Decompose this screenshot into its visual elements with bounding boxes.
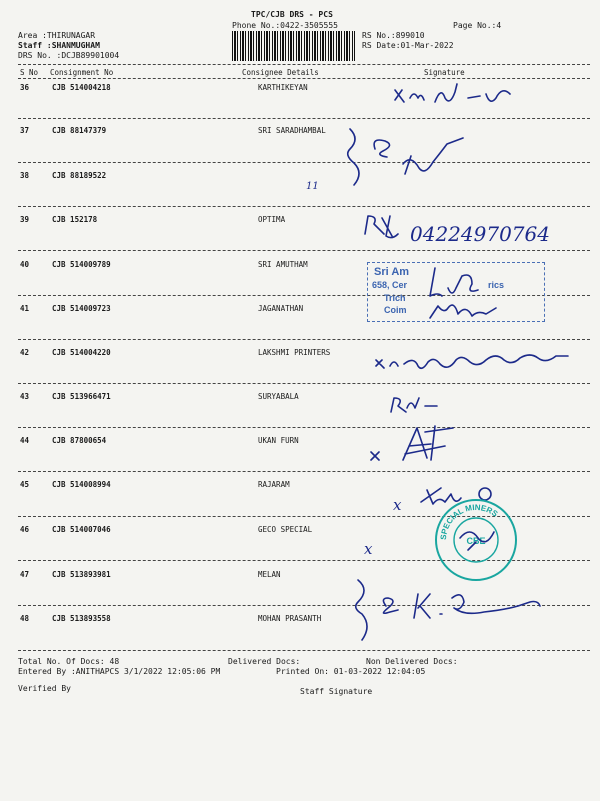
row-consignment: CJB 514009723 bbox=[52, 304, 111, 313]
handwritten-phone: 04224970764 bbox=[410, 222, 550, 246]
row-sno: 40 bbox=[20, 260, 30, 269]
header-divider bbox=[18, 64, 590, 65]
row-consignee: MELAN bbox=[258, 570, 281, 579]
signature-39 bbox=[360, 212, 410, 242]
row-consignee: LAKSHMI PRINTERS bbox=[258, 348, 331, 357]
row-consignee: MOHAN PRASANTH bbox=[258, 614, 322, 623]
signature-42 bbox=[370, 352, 580, 374]
row-divider bbox=[18, 339, 590, 340]
row-divider bbox=[18, 650, 590, 651]
row-consignment: CJB 513966471 bbox=[52, 392, 111, 401]
signature-44 bbox=[365, 420, 465, 466]
row-consignment: CJB 87800654 bbox=[52, 436, 107, 445]
row-sno: 37 bbox=[20, 126, 30, 135]
row-consignee: GECO SPECIAL bbox=[258, 525, 313, 534]
stamp-line: rics bbox=[488, 280, 505, 290]
row-consignee: RAJARAM bbox=[258, 480, 290, 489]
row-consignment: CJB 514007046 bbox=[52, 525, 111, 534]
row-sno: 41 bbox=[20, 304, 30, 313]
handwritten-x-45: x bbox=[393, 496, 402, 514]
col-consignment: Consignment No bbox=[50, 68, 114, 77]
row-sno: 39 bbox=[20, 215, 30, 224]
area-field: Area :THIRUNAGAR bbox=[18, 31, 96, 40]
col-sno: S No bbox=[20, 68, 39, 77]
row-sno: 48 bbox=[20, 614, 30, 623]
row-divider bbox=[18, 427, 590, 428]
total-docs: Total No. Of Docs: 48 bbox=[18, 657, 120, 666]
row-sno: 38 bbox=[20, 171, 30, 180]
stamp-line: Trich bbox=[384, 293, 406, 303]
signature-47-48 bbox=[348, 576, 578, 646]
row-consignment: CJB 514009789 bbox=[52, 260, 111, 269]
row-consignment: CJB 88147379 bbox=[52, 126, 107, 135]
delivered-docs: Delivered Docs: bbox=[228, 657, 301, 666]
row-divider bbox=[18, 250, 590, 251]
row-consignment: CJB 513893981 bbox=[52, 570, 111, 579]
row-consignment: CJB 513893558 bbox=[52, 614, 111, 623]
row-consignment: CJB 152178 bbox=[52, 215, 98, 224]
col-signature: Signature bbox=[424, 68, 465, 77]
row-consignment: CJB 514004218 bbox=[52, 83, 111, 92]
row-sno: 42 bbox=[20, 348, 30, 357]
row-sno: 46 bbox=[20, 525, 30, 534]
document-title: TPC/CJB DRS - PCS bbox=[251, 10, 333, 19]
stamp-line: Sri Am bbox=[374, 266, 410, 278]
row-consignee: SURYABALA bbox=[258, 392, 299, 401]
printed-on: Printed On: 01-03-2022 12:04:05 bbox=[276, 667, 426, 676]
row-divider bbox=[18, 118, 590, 119]
row-divider bbox=[18, 383, 590, 384]
barcode bbox=[232, 31, 355, 61]
row-sno: 45 bbox=[20, 480, 30, 489]
row-consignment: CJB 88189522 bbox=[52, 171, 107, 180]
staff-signature-label: Staff Signature bbox=[300, 687, 373, 696]
stamp-line: 658, Cer bbox=[372, 280, 408, 290]
row-sno: 43 bbox=[20, 392, 30, 401]
signature-37-38 bbox=[345, 124, 505, 204]
entered-by: Entered By :ANITHAPCS 3/1/2022 12:05:06 PM bbox=[18, 667, 221, 676]
rs-number: RS No.:899010 bbox=[362, 31, 425, 40]
row-sno: 47 bbox=[20, 570, 30, 579]
stamp-line: Coim bbox=[384, 305, 407, 315]
seal-center: CBE bbox=[466, 536, 486, 546]
svg-text:SPECIAL MINERS bbox=[439, 503, 500, 540]
handwritten-x-47: x bbox=[364, 540, 373, 558]
company-seal bbox=[434, 498, 518, 582]
signature-36 bbox=[390, 82, 530, 112]
row-consignee: SRI SARADHAMBAL bbox=[258, 126, 326, 135]
staff-field: Staff :SHANMUGHAM bbox=[18, 41, 100, 50]
row-consignee: OPTIMA bbox=[258, 215, 286, 224]
row-divider bbox=[18, 471, 590, 472]
row-consignee: SRI AMUTHAM bbox=[258, 260, 308, 269]
row-sno: 44 bbox=[20, 436, 30, 445]
drs-number: DRS No. :DCJB89901004 bbox=[18, 51, 120, 60]
row-consignee: UKAN FURN bbox=[258, 436, 299, 445]
row-consignee: KARTHIKEYAN bbox=[258, 83, 308, 92]
phone-number: Phone No.:0422-3505555 bbox=[232, 21, 338, 30]
row-divider bbox=[18, 206, 590, 207]
page-number: Page No.:4 bbox=[453, 21, 502, 30]
row-consignment: CJB 514004220 bbox=[52, 348, 111, 357]
signature-40-41 bbox=[420, 258, 510, 338]
row-consignee: JAGANATHAN bbox=[258, 304, 304, 313]
rs-date: RS Date:01-Mar-2022 bbox=[362, 41, 454, 50]
columns-divider bbox=[18, 78, 590, 79]
row-sno: 36 bbox=[20, 83, 30, 92]
non-delivered-docs: Non Delivered Docs: bbox=[366, 657, 458, 666]
signature-43 bbox=[385, 394, 445, 416]
seal-text: SPECIAL MINERS bbox=[438, 502, 500, 541]
row-consignment: CJB 514008994 bbox=[52, 480, 111, 489]
verified-by: Verified By bbox=[18, 684, 71, 693]
col-consignee: Consignee Details bbox=[242, 68, 319, 77]
handwritten-mark: 11 bbox=[306, 181, 319, 192]
